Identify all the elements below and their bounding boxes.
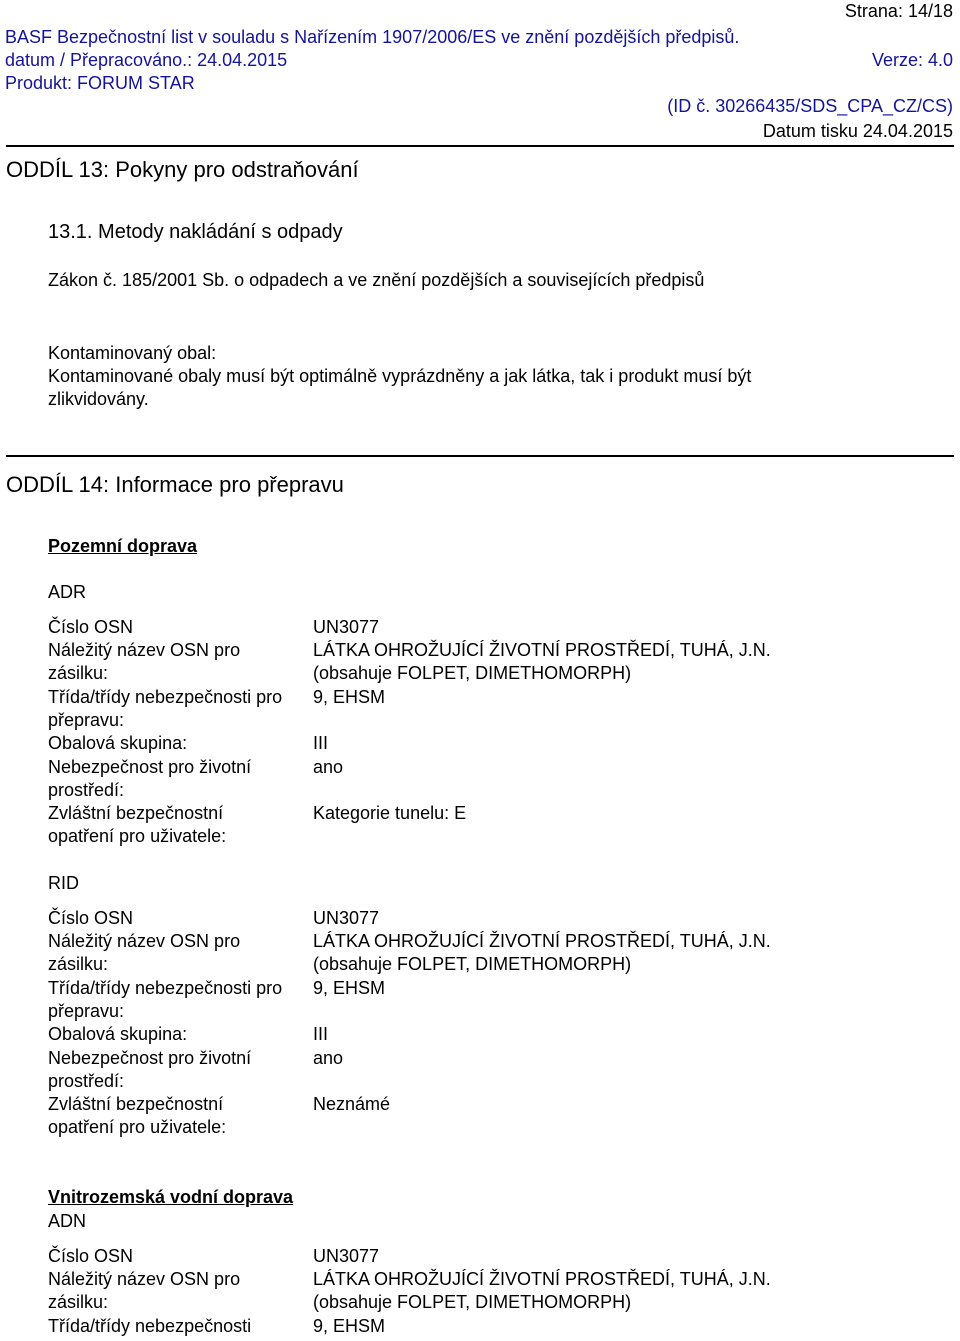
rid-packing-group-label: Obalová skupina: — [48, 1024, 188, 1044]
land-transport-heading: Pozemní doprava — [48, 536, 198, 556]
rid-special-precautions-value: Neznámé — [313, 1094, 391, 1114]
adn-shipping-name-value: LÁTKA OHROŽUJÍCÍ ŽIVOTNÍ PROSTŘEDÍ, TUHÁ, J.N. — [313, 1269, 771, 1289]
adr-heading: ADR — [48, 582, 87, 602]
rid-heading: RID — [48, 873, 79, 893]
adr-hazard-class-value: 9, EHSM — [313, 687, 386, 707]
waste-law-text: Zákon č. 185/2001 Sb. o odpadech a ve znění pozdějších a souvisejících předpisů — [48, 270, 705, 290]
rid-environmental-hazard-label: Nebezpečnost pro životní prostředí: — [48, 1048, 252, 1092]
rid-packing-group-value: III — [313, 1024, 329, 1044]
adr-packing-group-label: Obalová skupina: — [48, 733, 188, 753]
rid-un-number-value: UN3077 — [313, 908, 380, 928]
rid-shipping-name-label: Náležitý název OSN pro zásilku: — [48, 931, 241, 975]
adn-un-number-label: Číslo OSN — [48, 1246, 134, 1266]
page-number: Strana: 14/18 — [844, 1, 953, 21]
adr-environmental-hazard-label: Nebezpečnost pro životní prostředí: — [48, 757, 252, 801]
contaminated-packaging-label: Kontaminovaný obal: — [48, 343, 217, 363]
adr-hazard-class-label: Třída/třídy nebezpečnosti pro přepravu: — [48, 687, 283, 731]
adn-shipping-name-label: Náležitý název OSN pro zásilku: — [48, 1269, 241, 1313]
section-14-divider — [6, 455, 954, 457]
document-id: (ID č. 30266435/SDS_CPA_CZ/CS) — [667, 96, 953, 116]
product-name: Produkt: FORUM STAR — [5, 73, 195, 93]
rid-hazard-class-label: Třída/třídy nebezpečnosti pro přepravu: — [48, 978, 283, 1022]
adr-un-number-label: Číslo OSN — [48, 617, 134, 637]
print-date: Datum tisku 24.04.2015 — [762, 121, 953, 141]
header-divider — [6, 145, 954, 147]
document-title: BASF Bezpečnostní list v souladu s Nařízením 1907/2006/ES ve znění pozdějších předpisů. — [5, 27, 740, 47]
adr-special-precautions-label: Zvláštní bezpečnostní opatření pro uživatele: — [48, 803, 227, 847]
rid-special-precautions-label: Zvláštní bezpečnostní opatření pro uživatele: — [48, 1094, 227, 1138]
adr-shipping-name-label: Náležitý název OSN pro zásilku: — [48, 640, 241, 684]
rid-environmental-hazard-value: ano — [313, 1048, 344, 1068]
version: Verze: 4.0 — [871, 50, 953, 70]
adn-hazard-class-value: 9, EHSM — [313, 1316, 386, 1336]
adr-shipping-name-contents: (obsahuje FOLPET, DIMETHOMORPH) — [313, 663, 632, 683]
adr-shipping-name-value: LÁTKA OHROŽUJÍCÍ ŽIVOTNÍ PROSTŘEDÍ, TUHÁ, J.N. — [313, 640, 771, 660]
section-13-title: ODDÍL 13: Pokyny pro odstraňování — [6, 157, 359, 182]
adn-shipping-name-contents: (obsahuje FOLPET, DIMETHOMORPH) — [313, 1292, 632, 1312]
section-13-1-title: 13.1. Metody nakládání s odpady — [48, 221, 343, 243]
rid-shipping-name-value: LÁTKA OHROŽUJÍCÍ ŽIVOTNÍ PROSTŘEDÍ, TUHÁ, J.N. — [313, 931, 771, 951]
contaminated-packaging-text-1: Kontaminované obaly musí být optimálně vyprázdněny a jak látka, tak i produkt musí být — [48, 366, 752, 386]
inland-waterway-heading: Vnitrozemská vodní doprava — [48, 1187, 294, 1207]
adr-packing-group-value: III — [313, 733, 329, 753]
rid-hazard-class-value: 9, EHSM — [313, 978, 386, 998]
revision-date: datum / Přepracováno.: 24.04.2015 — [5, 50, 288, 70]
adr-special-precautions-value: Kategorie tunelu: E — [313, 803, 467, 823]
adn-un-number-value: UN3077 — [313, 1246, 380, 1266]
adr-environmental-hazard-value: ano — [313, 757, 344, 777]
section-14-title: ODDÍL 14: Informace pro přepravu — [6, 472, 344, 497]
adn-heading: ADN — [48, 1211, 87, 1231]
adr-un-number-value: UN3077 — [313, 617, 380, 637]
rid-un-number-label: Číslo OSN — [48, 908, 134, 928]
adn-hazard-class-label: Třída/třídy nebezpečnosti — [48, 1316, 252, 1336]
contaminated-packaging-text-2: zlikvidovány. — [48, 389, 149, 409]
rid-shipping-name-contents: (obsahuje FOLPET, DIMETHOMORPH) — [313, 954, 632, 974]
